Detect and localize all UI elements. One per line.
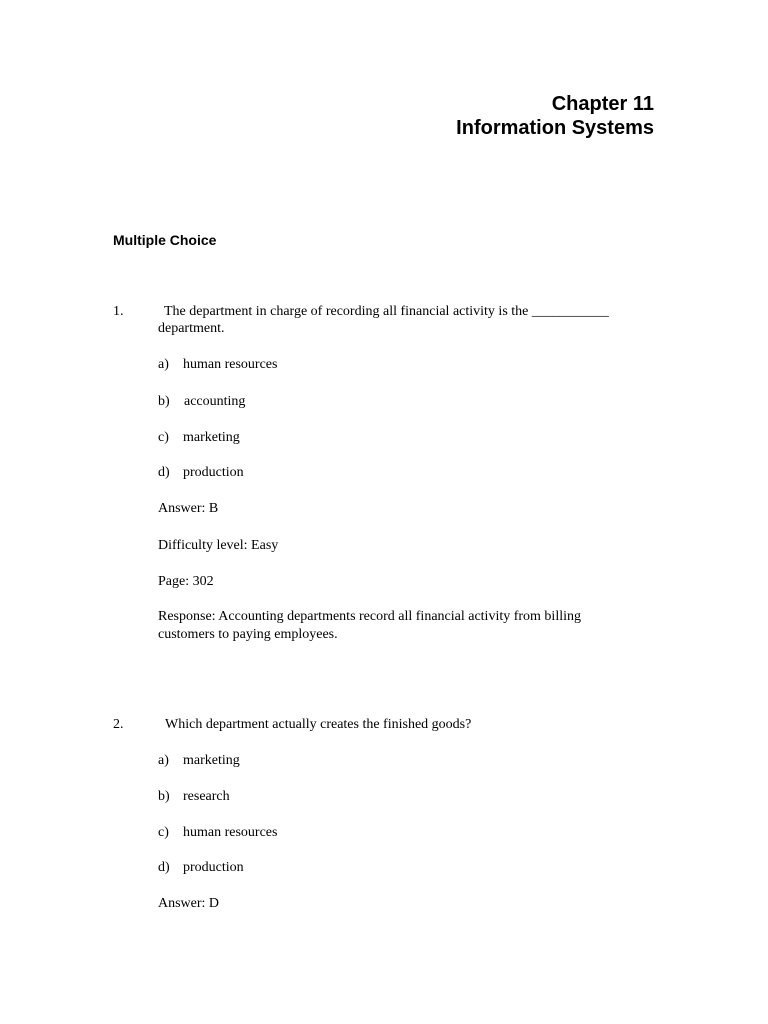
option-text: marketing	[183, 753, 240, 768]
question-text: The department in charge of recording all financial activity is the ___________	[164, 304, 609, 319]
option-text: human resources	[183, 357, 278, 372]
difficulty-level: Difficulty level: Easy	[158, 538, 279, 553]
option-letter: d)	[158, 465, 170, 480]
page-reference: Page: 302	[158, 574, 214, 589]
option-text: human resources	[183, 825, 278, 840]
chapter-number: Chapter 11	[551, 93, 654, 115]
question-text: Which department actually creates the finished goods?	[165, 717, 472, 732]
option-text: accounting	[184, 394, 246, 409]
option-text: production	[183, 465, 244, 480]
option-text: marketing	[183, 430, 240, 445]
option-letter: a)	[158, 753, 169, 768]
question-text-continued: department.	[158, 321, 225, 336]
option-text: production	[183, 860, 244, 875]
option-letter: b)	[158, 789, 170, 804]
answer: Answer: B	[158, 501, 219, 516]
question-number: 1.	[113, 304, 124, 319]
answer: Answer: D	[158, 896, 220, 911]
option-letter: c)	[158, 825, 169, 840]
option-letter: c)	[158, 430, 169, 445]
chapter-title	[456, 92, 654, 140]
question-number: 2.	[113, 717, 124, 732]
response-line: Response: Accounting departments record all financial activity from billing	[158, 609, 581, 624]
option-letter: d)	[158, 860, 170, 875]
response-line: customers to paying employees.	[158, 627, 338, 642]
option-text: research	[183, 789, 230, 804]
chapter-name: Information Systems	[456, 117, 654, 139]
option-letter: b)	[158, 394, 170, 409]
option-letter: a)	[158, 357, 169, 372]
section-heading: Multiple Choice	[113, 232, 217, 248]
